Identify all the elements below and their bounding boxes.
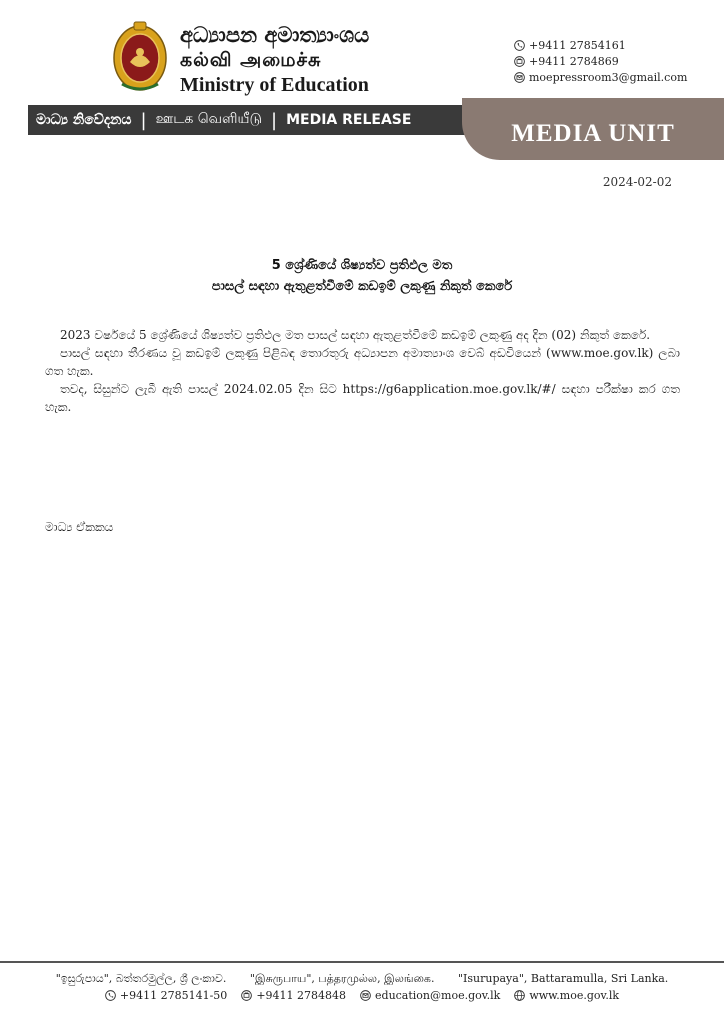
fax-icon <box>514 56 525 67</box>
body-paragraph-3: තවද, සිසුන්ට ලැබී ඇති පාසල් 2024.02.05 දින සිට https://g6application.moe.gov.lk/#/ සඳහා පරීක්ෂා කර ගත හැක. <box>45 382 680 414</box>
media-unit-badge <box>462 98 724 160</box>
body-paragraph-1: 2023 වර්ෂයේ 5 ශ්‍රේණියේ ශිෂ්‍යත්ව ප්‍රතිඵල මත පාසල් සඳහා ඇතුළත්වීමේ කඩඉම් ලකුණු අද දින (02) නිකුත් කෙරේ. <box>60 328 651 342</box>
footer-fax-value: +9411 2784848 <box>256 989 347 1002</box>
banner-label-sinhala: මාධ්‍ය නිවේදනය <box>36 112 132 128</box>
media-unit-label: MEDIA UNIT <box>511 120 675 147</box>
header-phone <box>514 37 687 53</box>
banner-separator: | <box>271 109 278 131</box>
phone-icon <box>514 40 525 51</box>
footer-divider <box>0 961 724 963</box>
ministry-name-english: Ministry of Education <box>180 74 369 96</box>
ministry-names <box>180 22 369 98</box>
globe-icon <box>514 990 525 1001</box>
email-icon <box>360 990 371 1001</box>
sri-lanka-emblem <box>112 18 168 92</box>
header-phone-value: +9411 27854161 <box>529 38 626 52</box>
footer-web <box>514 989 619 1002</box>
footer-email-value: education@moe.gov.lk <box>375 989 501 1002</box>
footer-address-english: "Isurupaya", Battaramulla, Sri Lanka. <box>457 972 669 985</box>
banner-text <box>36 105 411 135</box>
footer-web-value: www.moe.gov.lk <box>529 989 620 1002</box>
header-fax <box>514 53 687 69</box>
release-title-line-1: 5 ශ්‍රේණියේ ශිෂ්‍යත්ව ප්‍රතිඵල මත <box>271 258 453 273</box>
footer-phone <box>105 989 227 1002</box>
body-paragraph-2: පාසල් සඳහා තීරණය වූ කඩඉම් ලකුණු පිළිබඳ තොරතුරු අධ්‍යාපන අමාත්‍යාංශ වෙබ් අඩවියෙන් (www.moe.gov.lk) ලබා ගත හැක. <box>45 346 680 378</box>
email-icon <box>514 72 525 83</box>
footer-address-tamil: "இசுருபாய", பத்தரமுல்ல, இலங்கை. <box>249 972 435 985</box>
banner-label-english: MEDIA RELEASE <box>286 112 412 128</box>
banner-separator: | <box>140 109 147 131</box>
phone-icon <box>105 990 116 1001</box>
header-fax-value: +9411 2784869 <box>529 54 619 68</box>
fax-icon <box>241 990 252 1001</box>
header-email-value: moepressroom3@gmail.com <box>529 70 688 84</box>
signoff: මාධ්‍ය ඒකකය <box>45 520 114 534</box>
footer-phone-value: +9411 2785141-50 <box>119 989 228 1002</box>
ministry-name-tamil: கல்வி அமைச்சு <box>180 49 322 71</box>
footer-email <box>360 989 500 1002</box>
release-date: 2024-02-02 <box>602 175 672 189</box>
ministry-name-sinhala: අධ්‍යාපන අමාත්‍යාංශය <box>180 23 370 47</box>
release-title-line-2: පාසල් සඳහා ඇතුළත්වීමේ කඩඉම් ලකුණු නිකුත් කෙරේ <box>211 279 513 294</box>
release-body <box>45 326 680 416</box>
footer-fax <box>241 989 346 1002</box>
footer-address <box>0 972 724 987</box>
header-contact <box>514 37 687 85</box>
banner-label-tamil: ஊடக வெளியீடு <box>155 111 263 127</box>
footer-contacts <box>0 989 724 1002</box>
header-email <box>514 69 687 85</box>
footer-address-sinhala: "ඉසුරුපාය", බත්තරමුල්ල, ශ්‍රී ලංකාව. <box>55 972 227 985</box>
